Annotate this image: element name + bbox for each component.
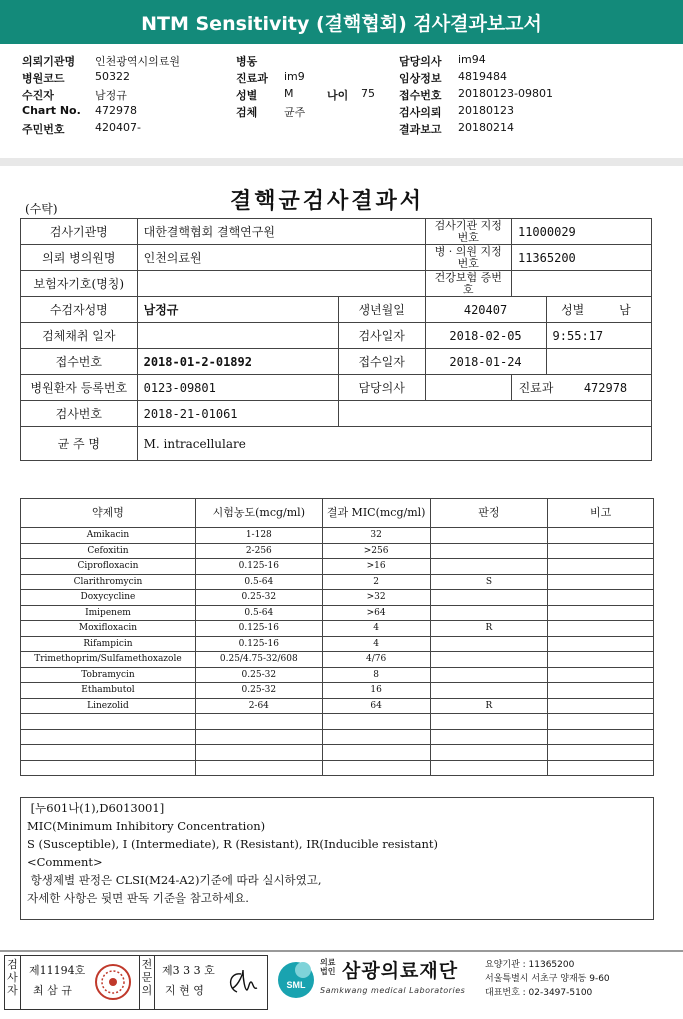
mic-result: >64 xyxy=(322,605,430,621)
header-row xyxy=(22,121,672,138)
report-title-bar xyxy=(0,0,683,44)
header-field-label: 진료과 xyxy=(236,72,268,85)
drug-name: Rifampicin xyxy=(21,636,196,652)
drug-name: Linezolid xyxy=(21,698,196,714)
remark xyxy=(548,652,654,668)
note-line: S (Susceptible), I (Intermediate), R (Resistant), IR(Inducible resistant) xyxy=(27,837,438,851)
receipt-date-label: 접수일자 xyxy=(338,349,425,375)
contact-info xyxy=(485,958,680,1000)
table-row xyxy=(21,605,654,621)
mic-header-cell: 비고 xyxy=(548,499,654,528)
mic-result: 2 xyxy=(322,574,430,590)
sex-value: 남 xyxy=(619,303,631,317)
header-field-value: im94 xyxy=(458,53,486,66)
specialist-name: 지 현 영 xyxy=(165,984,204,997)
mic-header-cell: 시험농도(mcg/ml) xyxy=(195,499,322,528)
contact-line: 서울특별시 서초구 양재동 9-60 xyxy=(485,974,610,984)
header-field-label: 담당의사 xyxy=(399,55,442,68)
interpretation xyxy=(430,559,548,575)
test-range: 2-64 xyxy=(195,698,322,714)
test-range: 1-128 xyxy=(195,528,322,544)
mic-header-cell: 결과 MIC(mcg/ml) xyxy=(322,499,430,528)
header-field-value: 420407- xyxy=(95,121,141,134)
test-org-label: 검사기관명 xyxy=(21,219,138,245)
hospital-no-label: 병 · 의원 지정번호 xyxy=(425,245,511,271)
suttak-label: (수탁) xyxy=(25,202,58,216)
mic-result: 4/76 xyxy=(322,652,430,668)
age-label: 나이 xyxy=(327,89,349,102)
header-field-label: 수진자 xyxy=(22,89,54,102)
document-title: 결핵균검사결과서 xyxy=(230,188,425,214)
test-range: 0.25-32 xyxy=(195,667,322,683)
header-field-value: 인천광역시의료원 xyxy=(95,55,181,68)
header-field-label: 접수번호 xyxy=(399,89,442,102)
receipt-no-label: 접수번호 xyxy=(21,349,138,375)
drug-name: Amikacin xyxy=(21,528,196,544)
table-row xyxy=(21,574,654,590)
drug-name: Cefoxitin xyxy=(21,543,196,559)
contact-line: 요양기관 : 11365200 xyxy=(485,960,575,970)
header-field-label: 임상정보 xyxy=(399,72,442,85)
interpretation xyxy=(430,652,548,668)
examiner-vertical-label: 검사자 xyxy=(5,956,21,1009)
header-field-value: 20180123 xyxy=(458,104,514,117)
sex-label: 성별 xyxy=(561,303,585,317)
header-field-label: 성별 xyxy=(236,89,258,102)
test-range: 0.25-32 xyxy=(195,590,322,606)
empty-row xyxy=(21,745,654,761)
mic-result: >16 xyxy=(322,559,430,575)
report-title: NTM Sensitivity (결핵협회) 검사결과보고서 xyxy=(141,12,542,35)
hospital-no-value: 11365200 xyxy=(511,245,651,271)
interpretation xyxy=(430,636,548,652)
header-field-label: 의뢰기관명 xyxy=(22,55,76,68)
test-date-value: 2018-02-05 xyxy=(425,323,546,349)
empty-row xyxy=(21,714,654,730)
examiner-license-no: 제11194호 xyxy=(29,964,86,977)
req-hospital-value: 인천의료원 xyxy=(137,245,425,271)
doctor-label: 담당의사 xyxy=(338,375,425,401)
test-range: 0.125-16 xyxy=(195,559,322,575)
receipt-date-value: 2018-01-24 xyxy=(425,349,546,375)
mic-result: 32 xyxy=(322,528,430,544)
remark xyxy=(548,621,654,637)
health-insurance-value xyxy=(511,271,651,297)
header-field-label: 결과보고 xyxy=(399,123,442,136)
patient-name-label: 수검자성명 xyxy=(21,297,138,323)
patient-name-value: 남정규 xyxy=(137,297,338,323)
header-field-label: 병동 xyxy=(236,55,258,68)
org-small-1: 의료 xyxy=(320,958,336,967)
insurer-label: 보험자기호(명칭) xyxy=(21,271,138,297)
header-field-value: M xyxy=(284,87,294,100)
header-field-label: Chart No. xyxy=(22,104,81,117)
header-field-value: 20180123-09801 xyxy=(458,87,553,100)
header-row xyxy=(22,87,672,104)
footer-divider xyxy=(0,950,683,952)
test-range: 2-256 xyxy=(195,543,322,559)
interpretation xyxy=(430,528,548,544)
note-line: <Comment> xyxy=(27,855,103,869)
org-small-2: 법인 xyxy=(320,967,336,976)
header-field-value: 균주 xyxy=(284,106,306,119)
drug-name: Moxifloxacin xyxy=(21,621,196,637)
strain-label: 균 주 명 xyxy=(21,427,138,461)
mic-result: 16 xyxy=(322,683,430,699)
header-row xyxy=(22,53,672,70)
logo-text: SML xyxy=(286,980,306,990)
test-org-no-label: 검사기관 지정번호 xyxy=(425,219,511,245)
interpretation: R xyxy=(430,621,548,637)
header-field-value: 20180214 xyxy=(458,121,514,134)
interpretation xyxy=(430,605,548,621)
test-org-value: 대한결핵협회 결핵연구원 xyxy=(137,219,425,245)
drug-name: Clarithromycin xyxy=(21,574,196,590)
dept-value: 472978 xyxy=(583,380,628,395)
test-range: 0.5-64 xyxy=(195,605,322,621)
table-row xyxy=(21,559,654,575)
test-org-no-value: 11000029 xyxy=(511,219,651,245)
sample-date-label: 검체채취 일자 xyxy=(21,323,138,349)
mic-header-cell: 판정 xyxy=(430,499,548,528)
req-hospital-label: 의뢰 병의원명 xyxy=(21,245,138,271)
remark xyxy=(548,543,654,559)
exam-no-label: 검사번호 xyxy=(21,401,138,427)
info-table xyxy=(20,218,652,461)
section-divider xyxy=(0,158,683,166)
specialist-vertical-label: 전문의 xyxy=(139,956,155,1009)
dept-label: 진료과 xyxy=(518,381,554,395)
mic-result: 64 xyxy=(322,698,430,714)
table-row xyxy=(21,543,654,559)
note-line: 자세한 사항은 뒷면 판독 기준을 참고하세요. xyxy=(27,891,249,905)
seal-stamp-icon xyxy=(93,962,133,1002)
test-date-label: 검사일자 xyxy=(338,323,425,349)
interpretation: R xyxy=(430,698,548,714)
empty-row xyxy=(21,729,654,745)
remark xyxy=(548,590,654,606)
org-english-name: Samkwang medical Laboratories xyxy=(320,986,466,995)
table-row xyxy=(21,528,654,544)
strain-value: M. intracellulare xyxy=(137,427,651,461)
remark xyxy=(548,667,654,683)
remark xyxy=(548,528,654,544)
remark xyxy=(548,683,654,699)
header-field-label: 주민번호 xyxy=(22,123,65,136)
test-range: 0.25-32 xyxy=(195,683,322,699)
empty-row xyxy=(21,760,654,776)
interpretation: S xyxy=(430,574,548,590)
note-line: 항생제별 판정은 CLSI(M24-A2)기준에 따라 실시하였고, xyxy=(27,873,322,887)
remark xyxy=(548,636,654,652)
remark xyxy=(548,574,654,590)
remark xyxy=(548,559,654,575)
contact-line: 대표번호 : 02-3497-5100 xyxy=(485,988,593,998)
header-row xyxy=(22,70,672,87)
mic-result: >256 xyxy=(322,543,430,559)
birth-label: 생년월일 xyxy=(338,297,425,323)
health-insurance-label: 건강보험 증번호 xyxy=(425,271,511,297)
table-row xyxy=(21,636,654,652)
table-row xyxy=(21,652,654,668)
header-field-label: 검체 xyxy=(236,106,258,119)
table-row xyxy=(21,683,654,699)
drug-name: Doxycycline xyxy=(21,590,196,606)
drug-name: Tobramycin xyxy=(21,667,196,683)
note-line: [누601나(1),D6013001] xyxy=(27,801,165,815)
table-row xyxy=(21,667,654,683)
org-name: 삼광의료재단 xyxy=(342,960,459,982)
signature-icon xyxy=(223,966,263,1000)
exam-no-value: 2018-21-01061 xyxy=(137,401,338,427)
doctor-value xyxy=(425,375,511,401)
mic-result: >32 xyxy=(322,590,430,606)
sample-date-value xyxy=(137,323,338,349)
drug-name: Ciprofloxacin xyxy=(21,559,196,575)
table-row xyxy=(21,698,654,714)
insurer-value xyxy=(137,271,425,297)
header-field-value: im9 xyxy=(284,70,305,83)
reg-no-value: 0123-09801 xyxy=(137,375,338,401)
test-range: 0.25/4.75-32/608 xyxy=(195,652,322,668)
header-field-value: 50322 xyxy=(95,70,130,83)
remark xyxy=(548,698,654,714)
mic-header-cell: 약제명 xyxy=(21,499,196,528)
table-row xyxy=(21,590,654,606)
scanned-report xyxy=(0,166,683,949)
reg-no-label: 병원환자 등록번호 xyxy=(21,375,138,401)
foundation-name-block xyxy=(320,956,480,1006)
drug-name: Imipenem xyxy=(21,605,196,621)
drug-name: Ethambutol xyxy=(21,683,196,699)
header-field-value: 4819484 xyxy=(458,70,507,83)
receipt-no-value: 2018-01-2-01892 xyxy=(137,349,338,375)
examiner-name: 최 삼 규 xyxy=(33,984,72,997)
interpretation xyxy=(430,543,548,559)
signature-box xyxy=(4,955,268,1010)
table-row xyxy=(21,621,654,637)
specialist-license-no: 제3 3 3 호 xyxy=(162,964,215,977)
age-value: 75 xyxy=(361,87,375,100)
test-time-value: 9:55:17 xyxy=(546,323,651,349)
patient-header xyxy=(22,53,672,138)
mic-result: 4 xyxy=(322,636,430,652)
birth-value: 420407 xyxy=(425,297,546,323)
interpretation xyxy=(430,590,548,606)
remark xyxy=(548,605,654,621)
test-range: 0.125-16 xyxy=(195,636,322,652)
header-field-value: 남정규 xyxy=(95,89,127,102)
mic-result: 4 xyxy=(322,621,430,637)
note-line: MIC(Minimum Inhibitory Concentration) xyxy=(27,819,266,833)
notes-box xyxy=(20,797,654,920)
sml-logo-icon xyxy=(276,956,316,1002)
header-field-value: 472978 xyxy=(95,104,137,117)
test-range: 0.125-16 xyxy=(195,621,322,637)
mic-result: 8 xyxy=(322,667,430,683)
header-field-label: 병원코드 xyxy=(22,72,65,85)
interpretation xyxy=(430,667,548,683)
interpretation xyxy=(430,683,548,699)
test-range: 0.5-64 xyxy=(195,574,322,590)
mic-table xyxy=(20,498,654,776)
drug-name: Trimethoprim/Sulfamethoxazole xyxy=(21,652,196,668)
header-field-label: 검사의뢰 xyxy=(399,106,442,119)
header-row xyxy=(22,104,672,121)
